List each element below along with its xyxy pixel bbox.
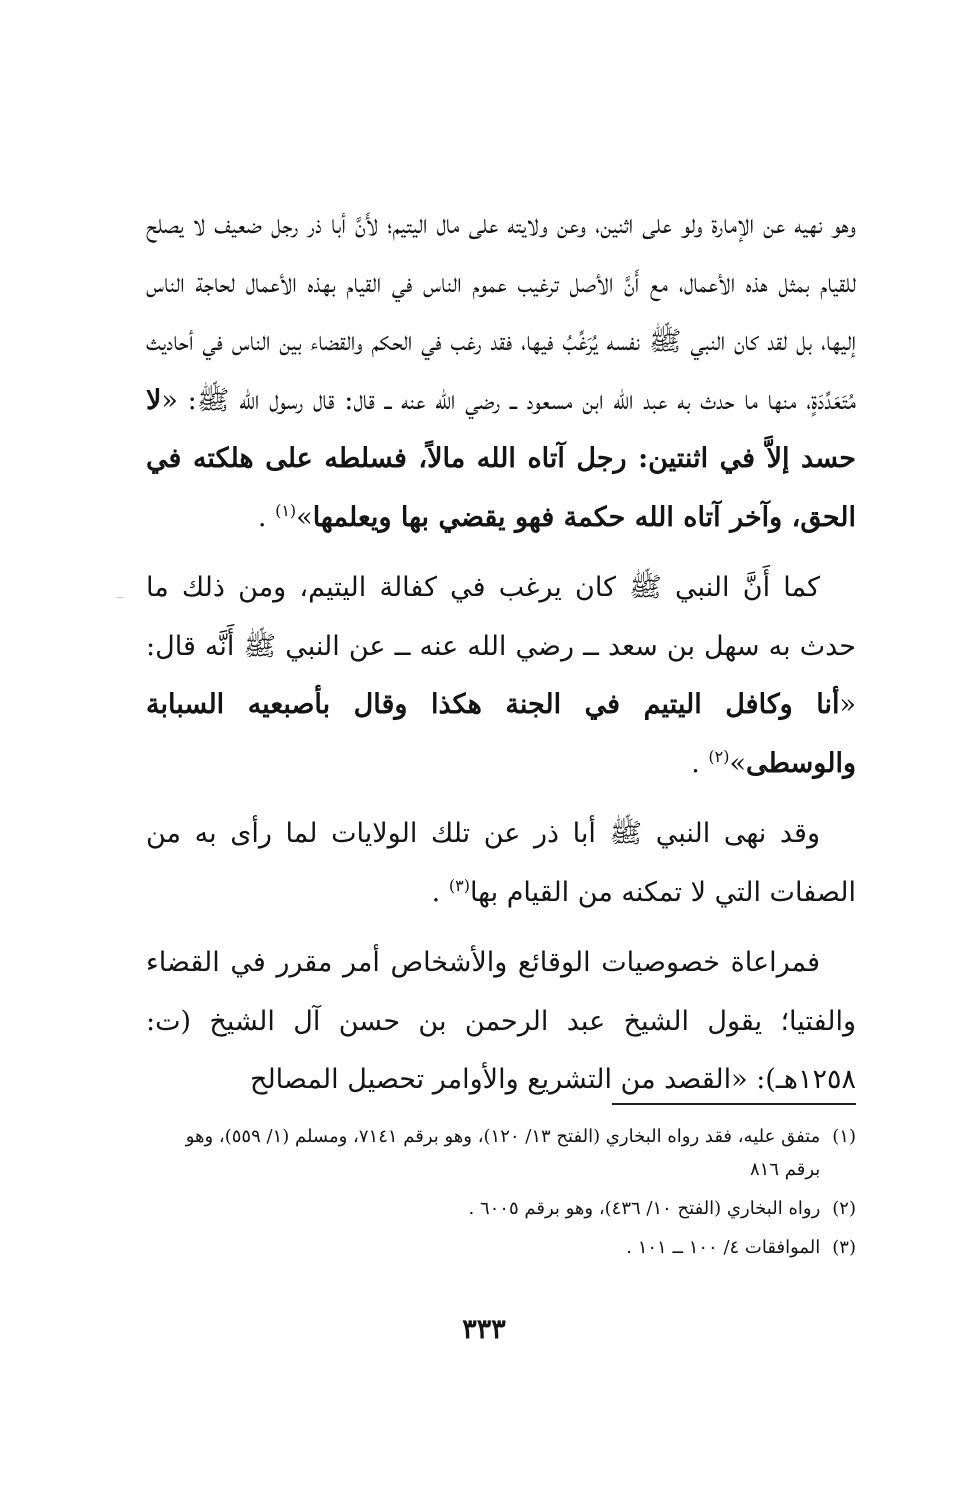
footnote-separator bbox=[612, 1103, 856, 1105]
footnote-3 bbox=[146, 1231, 856, 1264]
paragraph-4 bbox=[146, 934, 856, 1110]
paragraph-text: وقد نهى النبي ﷺ أبا ذر عن تلك الولايات لما رأى به من الصفات التي لا تمكنه من القيام بها bbox=[146, 818, 856, 908]
paragraph-text: فمراعاة خصوصيات الوقائع والأشخاص أمر مقرر في القضاء والفتيا؛ يقول الشيخ عبد الرحمن بن حسن آل الشيخ (ت: ١٢٥٨هـ): «القصد من التشريع والأوامر تحصيل المصالح bbox=[146, 947, 856, 1095]
paragraph-3 bbox=[146, 805, 856, 922]
footnote-number: (٢) bbox=[832, 1198, 856, 1219]
footnote-text: متفق عليه، فقد رواه البخاري (الفتح ١٣/ ١٢٠)، وهو برقم ٧١٤١، ومسلم (١/ ٥٥٩)، وهو برقم ٨١٦ bbox=[185, 1126, 821, 1180]
hadith-quote: أنا وكافل اليتيم في الجنة هكذا وقال بأصبعيه السبابة والوسطى bbox=[146, 689, 856, 779]
paragraph-text: كما أَنَّ النبي ﷺ كان يرغب في كفالة اليتيم، ومن ذلك ما حدث به سهل بن سعد ــ رضي الله عنه ــ عن النبي ﷺ أَنَّه قال: « bbox=[146, 572, 856, 720]
footnote-ref-3: (٣) bbox=[448, 875, 470, 895]
paragraph-end: . bbox=[691, 747, 700, 779]
margin-mark bbox=[116, 597, 124, 598]
hadith-quote: لا حسد إلاَّ في اثنتين: رجل آتاه الله مالاً، فسلطه على هلكته في الحق، وآخر آتاه الله حكمة فهو يقضي بها ويعلمها bbox=[146, 384, 856, 533]
paragraph-1 bbox=[146, 196, 856, 547]
footnote-text: رواه البخاري (الفتح ١٠/ ٤٣٦)، وهو برقم ٦٠٠٥ . bbox=[468, 1198, 821, 1219]
quote-close: » bbox=[296, 501, 313, 533]
footnote-ref-1: (١) bbox=[275, 500, 297, 520]
paragraph-end: . bbox=[431, 876, 441, 908]
paragraph-text: وهو نهيه عن الإمارة ولو على اثنين، وعن ولايته على مال اليتيم؛ لأَنَّ أبا ذر رجل ضعيف لا يصلح للقيام بمثل هذه الأعمال، مع أَنَّ الأصل ترغيب عموم الناس في القيام بهذه الأعمال لحاجة الناس إليها، بل لقد كان النبي ﷺ نفسه يُرَغِّبُ فيها، فقد رغب في الحكم والقضاء بين الناس في أحاديث مُتَعَدِّدَةٍ، منها ما حدث به عبد الله ابن مسعود ــ رضي الله عنه ــ قال: قال رسول الله ﷺ: « bbox=[146, 209, 856, 416]
footnote-text: الموافقات ٤/ ١٠٠ ــ ١٠١ . bbox=[626, 1237, 821, 1258]
main-text bbox=[146, 196, 856, 1110]
footnotes bbox=[146, 1120, 856, 1270]
footnote-number: (٣) bbox=[832, 1237, 856, 1258]
footnote-number: (١) bbox=[832, 1126, 856, 1147]
page-number: ٣٣٣ bbox=[462, 1314, 506, 1345]
paragraph-2 bbox=[146, 559, 856, 793]
footnote-1 bbox=[146, 1120, 856, 1186]
footnote-ref-2: (٢) bbox=[708, 746, 730, 766]
footnote-2 bbox=[146, 1192, 856, 1225]
quote-close: » bbox=[729, 747, 746, 779]
paragraph-end: . bbox=[257, 501, 267, 533]
